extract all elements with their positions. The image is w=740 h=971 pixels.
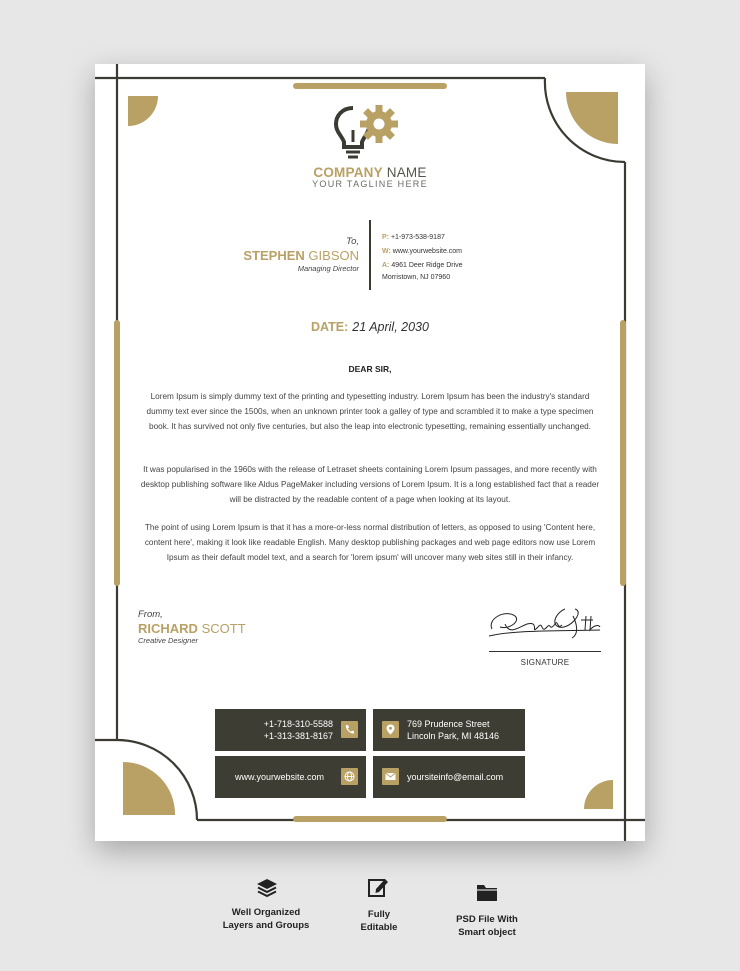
- footer-phone-2: +1-313-381-8167: [263, 731, 333, 741]
- corner-shape-bottom-right: [584, 780, 613, 809]
- body-paragraph-3: The point of using Lorem Ipsum is that it has a more-or-less normal distribution of letters, as opposed to using 'Content here, content here', making it look like readable English. Many desktop publishing packages and web page editors now use Lorem Ipsum as their default model text, and a search for 'lorem ipsum' will uncover many web sites still in their infancy.: [144, 523, 596, 562]
- body-paragraph-1: Lorem Ipsum is simply dummy text of the printing and typesetting industry. Lorem Ipsum has been the industry's standard dummy text ever since the 1500s, when an unknown printer took a galley of type and scrambled it to make a type specimen book. It has survived not only five centuries, but also the leap into electronic typesetting, remaining essentially unchanged.: [146, 392, 594, 431]
- letter-date: DATE: 21 April, 2030: [311, 320, 429, 334]
- feature-layers: Well Organized Layers and Groups: [222, 907, 310, 931]
- sender-name: RICHARD SCOTT: [138, 621, 246, 636]
- location-pin-icon: [382, 721, 399, 738]
- footer-email-box: [373, 756, 525, 798]
- envelope-icon: [382, 768, 399, 785]
- bulb-gear-logo-icon: [333, 102, 403, 164]
- corner-shape-top-right: [566, 92, 618, 144]
- letterhead-page: [95, 64, 645, 841]
- company-name: COMPANY NAME: [313, 165, 427, 180]
- layers-icon: [256, 878, 278, 898]
- footer-phone-box: [215, 709, 366, 751]
- company-tagline: YOUR TAGLINE HERE: [312, 179, 428, 189]
- sender-role: Creative Designer: [138, 636, 199, 645]
- corner-shape-bottom-left: [123, 762, 175, 815]
- feature-editable: Fully Editable: [360, 909, 398, 933]
- salutation: DEAR SIR,: [348, 364, 392, 374]
- footer-phone-1: +1-718-310-5588: [263, 719, 333, 729]
- body-paragraph-2: It was popularised in the 1960s with the release of Letraset sheets containing Lorem Ipsum passages, and more recently with desktop publishing software like Aldus PageMaker including versions of Lorem Ipsum. It is a long established fact that a reader will be distracted by the readable content of a page when looking at its layout.: [140, 465, 600, 504]
- globe-icon: [341, 768, 358, 785]
- footer-address-2: Lincoln Park, MI 48146: [407, 731, 500, 741]
- recipient-name: STEPHEN GIBSON: [243, 248, 359, 263]
- recipient-block: To, STEPHEN GIBSON Managing Director: [243, 236, 359, 273]
- edit-icon: [367, 876, 389, 898]
- footer-website-box: [215, 756, 366, 798]
- contact-block: P: +1-973-538-9187 W: www.yourwebsite.com A: 4961 Deer Ridge Drive Morristown, NJ 07960: [382, 234, 463, 281]
- divider: [369, 220, 371, 290]
- folder-icon: [476, 882, 498, 902]
- footer-website[interactable]: www.yourwebsite.com: [235, 772, 325, 782]
- signature-line: [489, 651, 601, 652]
- phone-icon: [341, 721, 358, 738]
- signature-label: SIGNATURE: [520, 658, 570, 667]
- sender-block: From, RICHARD SCOTT Creative Designer: [138, 609, 246, 645]
- recipient-role: Managing Director: [297, 264, 359, 273]
- corner-shape-top-left: [128, 96, 158, 126]
- footer-address-box: [373, 709, 525, 751]
- footer-address-1: 769 Prudence Street: [407, 719, 490, 729]
- signature-scribble: [489, 609, 600, 638]
- footer-email[interactable]: yoursiteinfo@email.com: [407, 772, 504, 782]
- feature-psd: PSD File With Smart object: [456, 914, 518, 938]
